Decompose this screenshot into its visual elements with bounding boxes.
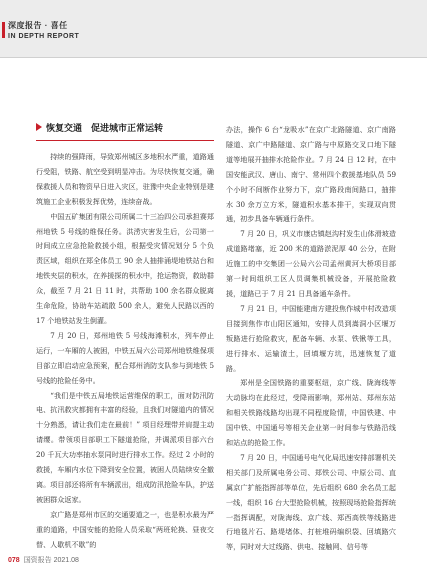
section-heading [36, 121, 163, 134]
page-number: 078 [8, 557, 20, 564]
header-divider [0, 57, 427, 58]
paragraph: 京广路是郑州市区的交通要道之一，也是积水最为严重的道路，中国安能的抢险人员采取“两班轮换、昼夜交替、人歇机不歇”的 [36, 509, 214, 549]
paragraph: 郑州是全国铁路的重要枢纽，京广线、陇海线等大动脉均在此经过，受降雨影响，郑州站、郑州东站和相关铁路线路均出现不同程度险情，中国铁建、中国中铁、中国通号等相关企业第一时间参与铁路沿线和站点的抢险工作。 [226, 378, 396, 448]
right-column [226, 123, 396, 555]
header-accent-mark [2, 22, 5, 38]
paragraph: 7 月 20 日，中国通号电气化局迅速安排部署机关相关部门及所属电务公司、郑铁公司、中原公司、直属京广扩能指挥部等单位，先后组织 680 余名员工起一线，组织 16 台大型抢险机械，按照现场抢险指挥统一指挥调配，对陇海线、京广线、郑西高铁等线路进行地毯片石、路堤堵体、打桩堆码编织袋、回填路穴等，同时对大过线路、供电、接触网、信号等 [226, 452, 396, 552]
header-title-cn: 深度报告 · 喜任 [8, 21, 68, 30]
paragraph: 办法，操作 6 台“龙吸水”在京广北路隧道、京广南路隧道、京广中路隧道、京广路与中原路交叉口地下隧道等地展开抽排水抢险作业。7 月 24 日 12 时，在中国安能武汉、唐山、南宁、常州四个救援基地队员 59 个小时不间断作业努力下，京广路段南间路口，抽排水 30 余万立方米，隧道积水基本排干，实现双向贯通，初步具备车辆通行条件。 [226, 125, 396, 224]
paragraph: 7 月 20 日，郑州地铁 5 号线海滩积水，列车停止运行，一车厢的人被困，中铁五局六公司郑州地铁维保项目部立即启动应急预案，配合郑州消防支队参与到地铁 5 号线的抢险任务中。 [36, 330, 214, 385]
header-titles [8, 20, 79, 40]
paragraph: 7 月 20 日，巩义市康店镇赵沟村发生山体滑坡造成道路堵塞，近 200 米的道路淤泥厚 40 公分，在附近施工的中交集团一公局六公司孟州黄河大桥项目部第一时间组织工区人员调集机械设备，开展抢险救援，道路已于 7 月 21 日具备通车条件。 [226, 229, 396, 298]
paragraph: “我们是中铁五局地铁运营维保的职工，面对防汛防电、抗汛救灾都拥有丰富的经验，且我们对隧道内的情况十分熟悉，请让我们走在最前！” 项目经理带并肩提主动请缨。带领项目部职工下隧道抢险，并调派项目部六台 20 千瓦大功率抽水泵同时进行排水工作。经过 2 小时的救援，车厢内水位下降到安全位置，被困人员陆续安全撤离。项目部还将所有车辆派出，组成防汛抢险车队，护送被困群众返家。 [36, 390, 214, 504]
publication-name: 国资报告 2021.08 [23, 557, 79, 564]
paragraph: 持续的强降雨，导致郑州城区多地积水严重，道路通行受阻，铁路、航空受到明显冲击。为尽快恢复交通，确保救援人员和物资早日进入灾区，驻豫中央企业特别是建筑施工企业积极发挥优势，连续奋战。 [36, 152, 214, 206]
header-title-en: IN DEPTH REPORT [8, 33, 80, 40]
heading-rule [36, 140, 214, 141]
triangle-bullet-icon [36, 123, 42, 131]
page-footer [8, 555, 79, 565]
paragraph: 中国五矿集团有限公司所属二十三冶四公司承担赛郑州地铁 5 号线的维保任务。洪涝灾害发生后，公司第一时间成立应急抢险救援小组，根据受灾情况划分 5 个负责区域，组织在郑全体员工 90 余人抽排涌堤地铁站台和地铁夹层的积水，在养援探的积水中，抢运物资，救助群众，截至 7 月 21 日 11 时，共帮助 100 余名群众脱离生命危险，协助车站疏散 500 余人，避免人民路以西的 17 个地铁站发生倒灌。 [36, 211, 214, 325]
left-column [36, 150, 214, 552]
section-heading-text: 恢复交通 促进城市正常运转 [46, 124, 164, 134]
paragraph: 7 月 21 日，中国能建南方建投焦作城中村改造项目接到焦作市山阳区通知，安排人员到嵩洞小区堰万叛路进行抢险救灾，配备车辆、水泵、铁锹等工具，进行排水、运输渣土，回填堰方坑，迅速恢复了道路。 [226, 303, 396, 373]
